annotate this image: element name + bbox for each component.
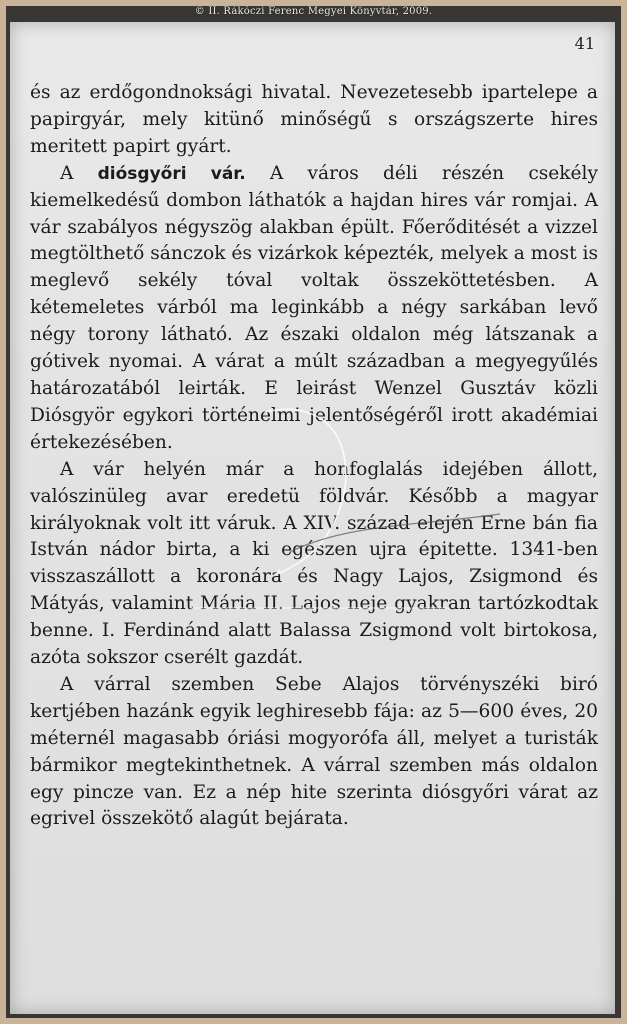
paragraph-3: A vár helyén már a honfoglalás idejében állott, valószinüleg avar eredetü földvár. Később a magyar királyoknak volt itt váruk. A XIV. század elején Erne bán fia István nádor birta, a ki egészen ujra épitette. 1341-ben visszaszállott a koronára és Nagy Lajos, Zsigmond és Mátyás, valamint Mária II. Lajos neje gyakran tartózkodtak benne. I. Ferdinánd alatt Balassa Zsigmond volt birtokosa, azóta sokszor cserélt gazdát. — [30, 458, 598, 669]
book-page — [10, 22, 615, 1014]
section-heading-diosgyori-var: diósgyőri vár. — [97, 163, 246, 184]
paragraph-2-rest: A város déli részén csekély kiemelkedésű dombon láthatók a hajdan hires vár romjai. A vár szabályos négyszög alakban épült. Főerőditését a vizzel megtölthető sánczok és vizárkok képezték, melyek a most is meglevő sekély tóval voltak összeköttetésben. A kétemeletes várból ma leginkább a négy sarkában levő négy torony látható. Az északi oldalon még látszanak a gótivek nyomai. A várat a múlt században a megyegyűlés határozatából leirták. E leirást Wenzel Gusztáv közli Diósgyör egykori történelmi jelentőségéről irott akadémiai értekezésében. — [30, 162, 599, 453]
body-text — [30, 80, 598, 833]
paragraph-2 — [30, 161, 598, 457]
page-number: 41 — [574, 34, 595, 53]
copyright-watermark: © II. Rákóczi Ferenc Megyei Könyvtár, 2009. — [194, 6, 433, 17]
paragraph-2-start: A — [60, 162, 98, 184]
paragraph-4: A várral szemben Sebe Alajos törvényszéki biró kertjében hazánk egyik leghiresebb fája: az 5—600 éves, 20 méternél magasabb óriási mogyorófa áll, melyet a turisták bármikor megtekinthetnek. A várral szemben más oldalon egy pincze van. Ez a nép hite szerinta diósgyőri várat az egrivel összekötő alagút bejárata. — [30, 673, 598, 830]
paragraph-1: és az erdőgondnoksági hivatal. Nevezetesebb ipartelepe a papirgyár, mely kitünő minőségű s országszerte hires meritett papirt gyárt. — [30, 82, 598, 157]
